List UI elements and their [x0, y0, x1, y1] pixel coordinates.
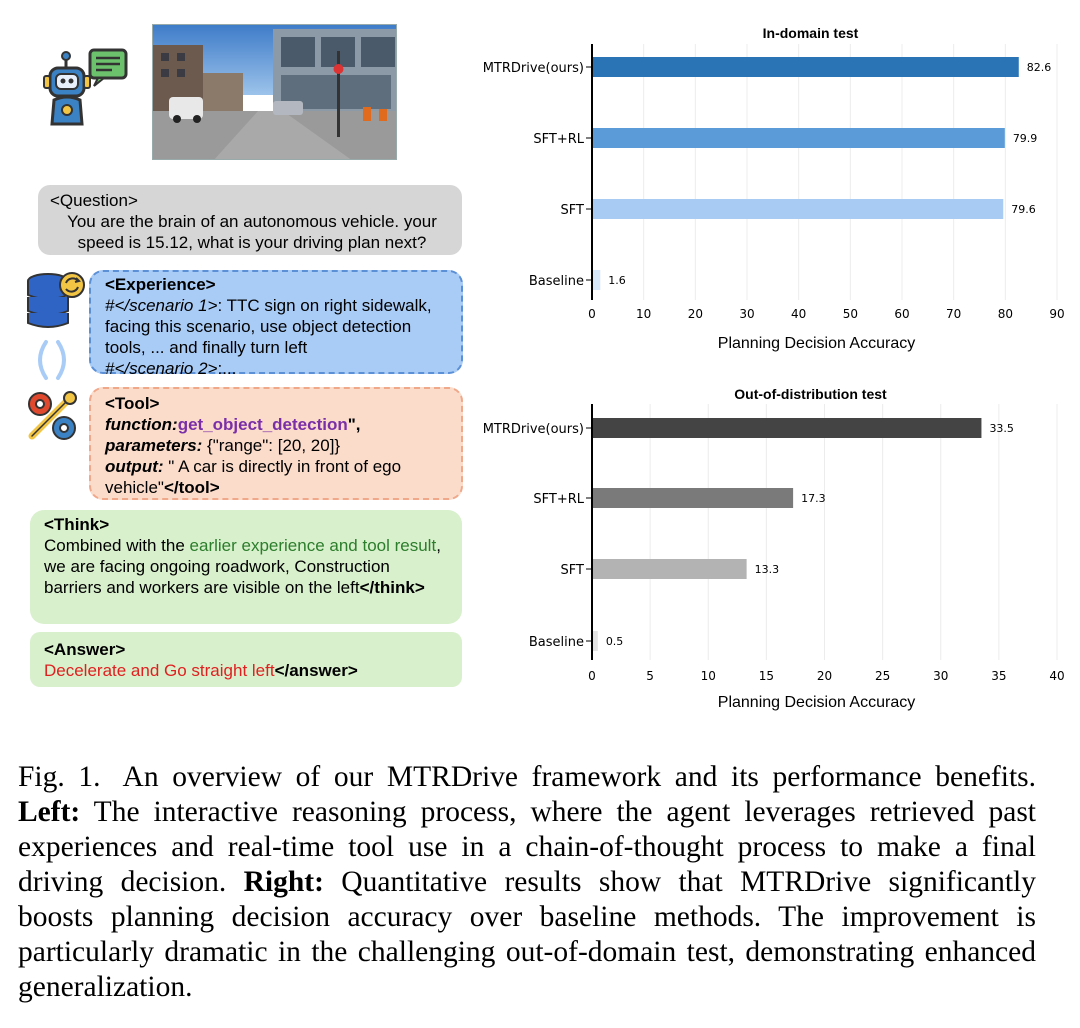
chart1-xtick-label-2: 20 [687, 307, 703, 321]
chart2-xtick-label-2: 10 [700, 669, 716, 683]
chart2-bar-0 [592, 418, 981, 438]
chart2-title: Out-of-distribution test [734, 386, 887, 402]
chart1-xlabel: Planning Decision Accuracy [717, 335, 916, 352]
chart2-value-label-3: 0.5 [605, 635, 624, 648]
chart1-xtick-label-8: 80 [997, 307, 1013, 321]
chart1-category-label-2: SFT [560, 203, 584, 218]
figure-caption [18, 760, 1036, 1005]
answer-tag: <Answer> [44, 640, 126, 659]
chart2-xtick-label-0: 0 [588, 669, 596, 683]
think-text-after: , we are facing ongoing roadwork, Construction barriers and workers are visible on the left [44, 536, 441, 597]
chart1-xtick-label-4: 40 [791, 307, 807, 321]
scenario-2-text: :... [217, 359, 237, 378]
chart2-xtick-label-5: 25 [874, 669, 891, 683]
chart1-category-label-0: MTRDrive(ours) [482, 61, 584, 76]
experience-tag: <Experience> [105, 275, 216, 294]
parameters-label: parameters: [105, 436, 203, 455]
chart1-xtick-label-0: 0 [588, 307, 596, 321]
chart2-bar-1 [592, 488, 793, 508]
think-tag: <Think> [44, 515, 110, 534]
chart1-xtick-label-3: 30 [739, 307, 755, 321]
chart1-category-label-3: Baseline [528, 274, 584, 289]
chart1-bar-1 [592, 128, 1005, 148]
chart1-category-label-1: SFT+RL [533, 132, 584, 147]
parameters-value: {"range": [20, 20]} [202, 436, 341, 455]
caption-left-label: Left: [18, 796, 81, 828]
caption-right-label: Right: [243, 866, 324, 898]
chart1-bar-2 [592, 199, 1003, 219]
think-highlight: earlier experience and tool result [189, 536, 437, 555]
chart1-xtick-label-5: 50 [842, 307, 858, 321]
function-label: function: [105, 415, 178, 434]
output-label: output: [105, 457, 164, 476]
scenario-2-label: #</scenario 2> [105, 359, 218, 378]
chart2-category-label-2: SFT [560, 563, 584, 578]
chart2-category-label-3: Baseline [528, 635, 584, 650]
chart2-xtick-label-7: 35 [991, 669, 1007, 683]
chart1-value-label-1: 79.9 [1012, 132, 1038, 145]
chart1-xtick-label-1: 10 [636, 307, 652, 321]
tool-close-tag: </tool> [163, 478, 220, 497]
caption-label: Fig. 1. [18, 761, 101, 793]
function-name: get_object_detection [177, 415, 348, 434]
chart1-xtick-label-7: 70 [946, 307, 962, 321]
chart1-bar-0 [592, 57, 1019, 77]
scenario-1-label: #</scenario 1> [105, 296, 218, 315]
scenario-1-text: : TTC sign on right sidewalk, facing this scenario, use object detection tools, ... and finally turn left [105, 296, 432, 357]
chart2-xtick-label-3: 15 [758, 669, 775, 683]
think-text-before: Combined with the [44, 536, 190, 555]
caption-intro: An overview of our MTRDrive framework and its performance benefits. [122, 761, 1037, 793]
function-end: ", [347, 415, 361, 434]
chart2-value-label-1: 17.3 [801, 492, 826, 505]
chart2-bar-2 [592, 559, 747, 579]
chart2-category-label-0: MTRDrive(ours) [482, 422, 584, 437]
chart1-xtick-label-9: 90 [1049, 307, 1065, 321]
chart2-xtick-label-1: 5 [646, 669, 654, 683]
caption-right-text: Quantitative results show that MTRDrive significantly boosts planning decision accuracy over baseline methods. The improvement is particularly dramatic in the challenging out-of-domain test, demonstrating enhanced generalization. [18, 866, 1037, 1003]
chart1-title: In-domain test [762, 25, 859, 41]
question-text: You are the brain of an autonomous vehicle. your speed is 15.12, what is your driving plan next? [67, 212, 437, 252]
tool-tag: <Tool> [105, 394, 160, 413]
chart1-value-label-2: 79.6 [1011, 203, 1036, 216]
chart2-xlabel: Planning Decision Accuracy [717, 694, 916, 711]
chart2-value-label-0: 33.5 [989, 422, 1014, 435]
chart2-value-label-2: 13.3 [754, 563, 780, 576]
chart2-category-label-1: SFT+RL [533, 492, 584, 507]
chart2-xtick-label-8: 40 [1049, 669, 1065, 683]
chart2-xtick-label-4: 20 [816, 669, 833, 683]
chart1-xtick-label-6: 60 [894, 307, 910, 321]
caption-left-text: The interactive reasoning process, where the agent leverages retrieved past experiences and real-time tool use in a chain-of-thought process to make a final driving decision. [18, 796, 1036, 898]
chart2-xtick-label-6: 30 [933, 669, 949, 683]
chart1-bar-3 [592, 270, 600, 290]
answer-text: Decelerate and Go straight left [44, 661, 275, 680]
output-value: " A car is directly in front of ego vehicle" [105, 457, 402, 497]
answer-close-tag: </answer> [274, 661, 358, 680]
chart1-value-label-3: 1.6 [608, 274, 626, 287]
question-tag: <Question> [50, 191, 138, 210]
chart1-value-label-0: 82.6 [1026, 61, 1052, 74]
think-close-tag: </think> [359, 578, 425, 597]
